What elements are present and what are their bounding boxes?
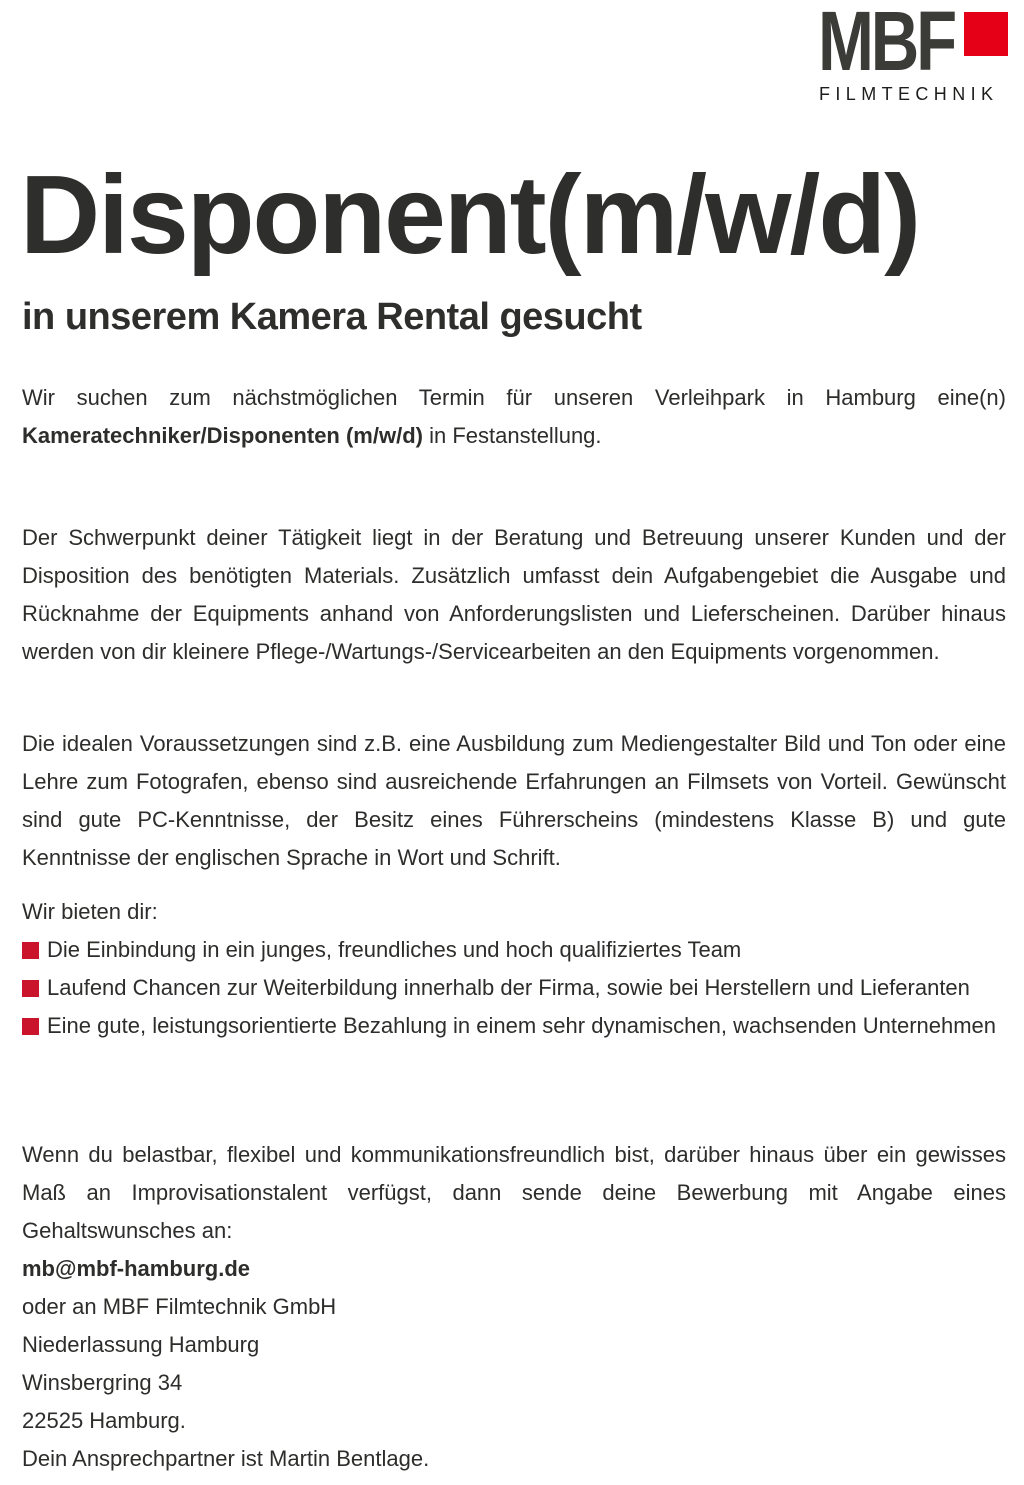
contact-line-person: Dein Ansprechpartner ist Martin Bentlage.	[22, 1446, 430, 1471]
intro-highlight: Kameratechniker/Disponenten (m/w/d)	[22, 423, 423, 448]
closing-paragraph: Wenn du belastbar, flexibel und kommunikationsfreundlich bist, darüber hinaus über ein gewisses Maß an Improvisationstalent verfügst, dann sende deine Bewerbung mit Angabe eines Gehaltswunsches an:	[22, 1142, 1006, 1243]
logo-tagline: FILMTECHNIK	[819, 84, 999, 104]
offer-heading: Wir bieten dir:	[22, 899, 158, 924]
offer-list-item	[22, 931, 1006, 969]
page-title: Disponent(m/w/d)	[20, 153, 920, 277]
contact-line-city: 22525 Hamburg.	[22, 1408, 186, 1433]
contact-line-branch: Niederlassung Hamburg	[22, 1332, 260, 1357]
page-subtitle: in unserem Kamera Rental gesucht	[22, 296, 642, 338]
intro-text-before: Wir suchen zum nächstmöglichen Termin für unseren Verleihpark in Hamburg eine(n)	[22, 385, 1006, 410]
offer-list	[22, 931, 1006, 1045]
contact-email: mb@mbf-hamburg.de	[22, 1256, 251, 1281]
offer-list-item	[22, 1007, 1006, 1045]
closing-section	[22, 1136, 1006, 1478]
logo-brand-text: MBF	[818, 0, 954, 88]
intro-paragraph	[22, 379, 1006, 455]
tasks-paragraph: Der Schwerpunkt deiner Tätigkeit liegt in der Beratung und Betreuung unserer Kunden und der Disposition des benötigten Materials. Zusätzlich umfasst dein Aufgabengebiet die Ausgabe und Rücknahme der Equipments anhand von Anforderungslisten und Lieferscheinen. Darüber hinaus werden von dir kleinere Pflege-/Wartungs-/Servicearbeiten an den Equipments vorgenommen.	[22, 525, 1006, 664]
intro-text-after: in Festanstellung.	[422, 423, 602, 448]
offer-list-item	[22, 969, 1006, 1007]
contact-line-company: oder an MBF Filmtechnik GmbH	[22, 1294, 337, 1319]
contact-line-street: Winsbergring 34	[22, 1370, 183, 1395]
offer-section	[22, 893, 1006, 1045]
company-logo	[818, 0, 1008, 104]
logo-red-square-icon	[964, 12, 1008, 56]
bullet-square-icon	[22, 980, 39, 997]
offer-item-text: Laufend Chancen zur Weiterbildung innerhalb der Firma, sowie bei Herstellern und Lieferanten	[47, 975, 970, 1000]
bullet-square-icon	[22, 1018, 39, 1035]
offer-item-text: Die Einbindung in ein junges, freundliches und hoch qualifiziertes Team	[47, 937, 742, 962]
bullet-square-icon	[22, 942, 39, 959]
skills-paragraph: Die idealen Voraussetzungen sind z.B. eine Ausbildung zum Mediengestalter Bild und Ton oder eine Lehre zum Fotografen, ebenso sind ausreichende Erfahrungen an Filmsets von Vorteil. Gewünscht sind gute PC-Kenntnisse, der Besitz eines Führerscheins (mindestens Klasse B) und gute Kenntnisse der englischen Sprache in Wort und Schrift.	[22, 731, 1006, 870]
offer-item-text: Eine gute, leistungsorientierte Bezahlung in einem sehr dynamischen, wachsenden Unternehmen	[47, 1013, 997, 1038]
